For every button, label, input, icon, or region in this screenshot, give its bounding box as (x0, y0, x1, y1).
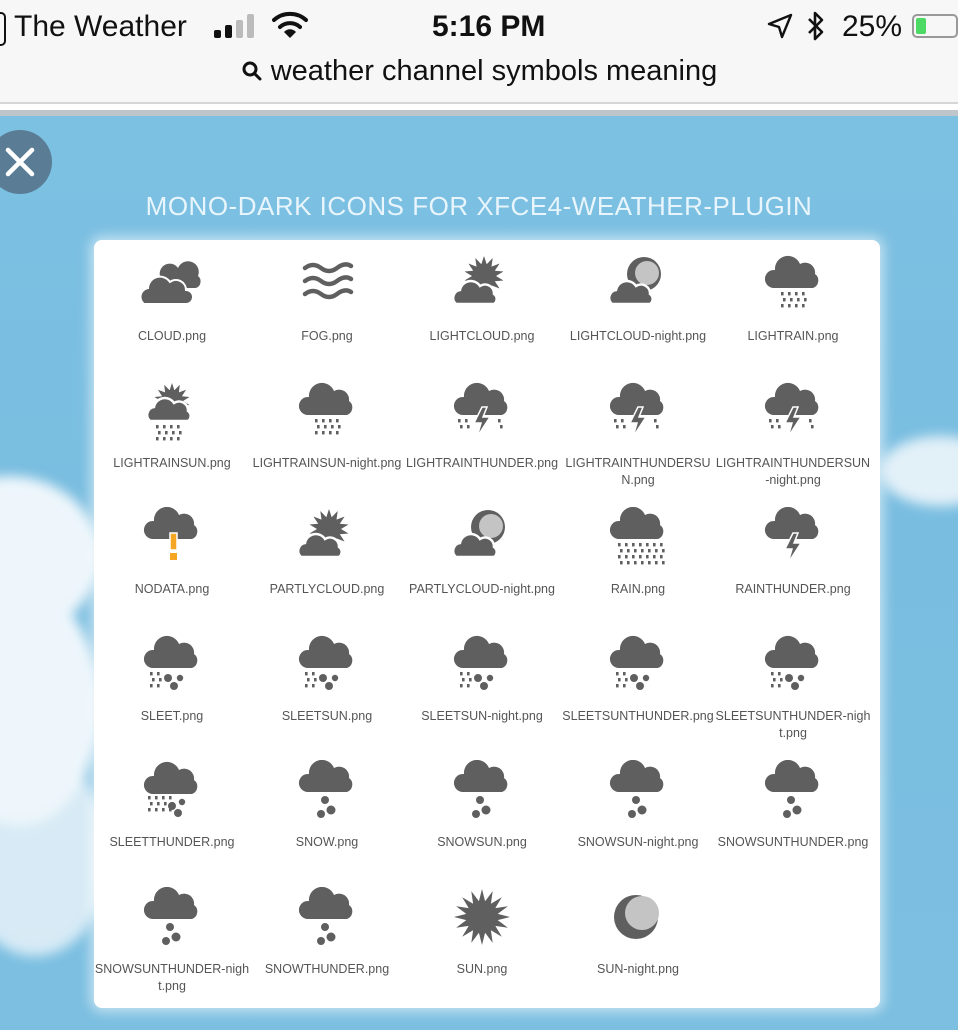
icon-tile (94, 240, 250, 366)
icon-filename: SNOWSUNTHUNDER.png (717, 835, 869, 849)
icon-filename: SLEETSUN.png (281, 709, 373, 723)
sun-icon (450, 887, 514, 951)
icon-tile (94, 620, 250, 746)
close-button[interactable] (0, 130, 52, 194)
icon-filename: SLEET.png (140, 709, 204, 723)
icon-filename: PARTLYCLOUD-night.png (409, 582, 555, 596)
sun-rain-icon (140, 381, 204, 445)
icon-filename: LIGHTCLOUD.png (429, 329, 535, 343)
cloud-icon (140, 254, 204, 318)
icon-tile (715, 746, 871, 872)
icon-tile (715, 240, 871, 366)
icon-tile (249, 493, 405, 619)
icon-filename: SLEETTHUNDER.png (109, 835, 235, 849)
icon-filename: PARTLYCLOUD.png (269, 582, 385, 596)
icon-filename: LIGHTRAINTHUNDERSUN-night.png (715, 456, 871, 487)
icon-tile (94, 367, 250, 493)
snow-icon (450, 760, 514, 824)
icon-filename: SNOWTHUNDER.png (264, 962, 390, 976)
address-bar[interactable] (0, 50, 958, 104)
icon-tile (404, 367, 560, 493)
light-rain-icon (761, 254, 825, 318)
thunder-rain-icon (450, 381, 514, 445)
moon-icon (606, 887, 670, 951)
background-cloud (880, 436, 958, 506)
search-query-display[interactable] (0, 52, 958, 90)
thunder-icon (761, 507, 825, 571)
icon-tile (94, 873, 250, 999)
icon-tile (715, 367, 871, 493)
icon-tile (94, 493, 250, 619)
icon-tile (404, 240, 560, 366)
icon-tile (249, 367, 405, 493)
location-arrow-icon (766, 12, 794, 40)
icon-tile (94, 746, 250, 872)
icon-tile (404, 746, 560, 872)
icon-tile (249, 620, 405, 746)
close-icon (0, 130, 52, 194)
icon-filename: FOG.png (301, 329, 353, 343)
snow-icon (295, 887, 359, 951)
status-bar (0, 0, 958, 54)
icon-tile (560, 367, 716, 493)
icon-tile (560, 746, 716, 872)
icon-tile (404, 493, 560, 619)
search-query-text: weather channel symbols meaning (270, 55, 718, 87)
moon-cloud-icon (450, 507, 514, 571)
battery-level (916, 18, 926, 34)
sun-cloud-icon (450, 254, 514, 318)
icon-sheet (94, 240, 880, 1008)
sun-cloud-icon (295, 507, 359, 571)
sleet-heavy-icon (140, 760, 204, 824)
fog-icon (295, 254, 359, 318)
icon-filename: SNOWSUN.png (437, 835, 527, 849)
snow-icon (761, 760, 825, 824)
icon-filename: LIGHTRAINTHUNDERSUN.png (565, 456, 711, 487)
icon-tile (249, 746, 405, 872)
sleet-icon (295, 634, 359, 698)
icon-tile (560, 620, 716, 746)
icon-tile (715, 620, 871, 746)
icon-tile (404, 620, 560, 746)
thunder-rain-icon (606, 381, 670, 445)
battery-percent: 25% (842, 10, 903, 43)
snow-icon (140, 887, 204, 951)
snow-icon (295, 760, 359, 824)
icon-filename: RAIN.png (610, 582, 666, 596)
battery-icon (912, 14, 958, 38)
rain-icon (606, 507, 670, 571)
icon-tile (715, 493, 871, 619)
icon-filename: SLEETSUNTHUNDER.png (562, 709, 714, 723)
icon-tile (404, 873, 560, 999)
image-title: MONO-DARK ICONS FOR XFCE4-WEATHER-PLUGIN (145, 191, 813, 221)
icon-filename: SUN.png (456, 962, 508, 976)
carrier-label: The Weather (14, 10, 187, 43)
wifi-icon (272, 10, 308, 40)
icon-filename: SNOWSUNTHUNDER-night.png (94, 962, 250, 993)
back-app-indicator (0, 12, 6, 46)
icon-filename: NODATA.png (134, 582, 210, 596)
snow-icon (606, 760, 670, 824)
icon-filename: SNOWSUN-night.png (577, 835, 699, 849)
icon-filename: SUN-night.png (597, 962, 679, 976)
icon-filename: RAINTHUNDER.png (735, 582, 851, 596)
icon-filename: LIGHTCLOUD-night.png (569, 329, 707, 343)
icon-tile (249, 240, 405, 366)
signal-icon (214, 14, 260, 38)
light-rain-icon (295, 381, 359, 445)
bluetooth-icon (806, 10, 826, 42)
icon-filename: LIGHTRAINTHUNDER.png (405, 456, 559, 470)
icon-tile (560, 873, 716, 999)
icon-filename: SLEETSUN-night.png (421, 709, 543, 723)
icon-filename: SNOW.png (295, 835, 359, 849)
icon-filename: LIGHTRAIN.png (747, 329, 839, 343)
sleet-icon (140, 634, 204, 698)
nodata-icon (140, 507, 204, 571)
search-icon (241, 60, 263, 82)
sleet-icon (606, 634, 670, 698)
icon-filename: SLEETSUNTHUNDER-night.png (715, 709, 871, 740)
icon-filename: CLOUD.png (137, 329, 207, 343)
icon-filename: LIGHTRAINSUN.png (113, 456, 231, 470)
sleet-icon (450, 634, 514, 698)
moon-cloud-icon (606, 254, 670, 318)
icon-tile (560, 493, 716, 619)
thunder-rain-icon (761, 381, 825, 445)
icon-tile (560, 240, 716, 366)
clock: 5:16 PM (432, 10, 546, 43)
icon-tile (249, 873, 405, 999)
icon-filename: LIGHTRAINSUN-night.png (252, 456, 402, 470)
sleet-icon (761, 634, 825, 698)
